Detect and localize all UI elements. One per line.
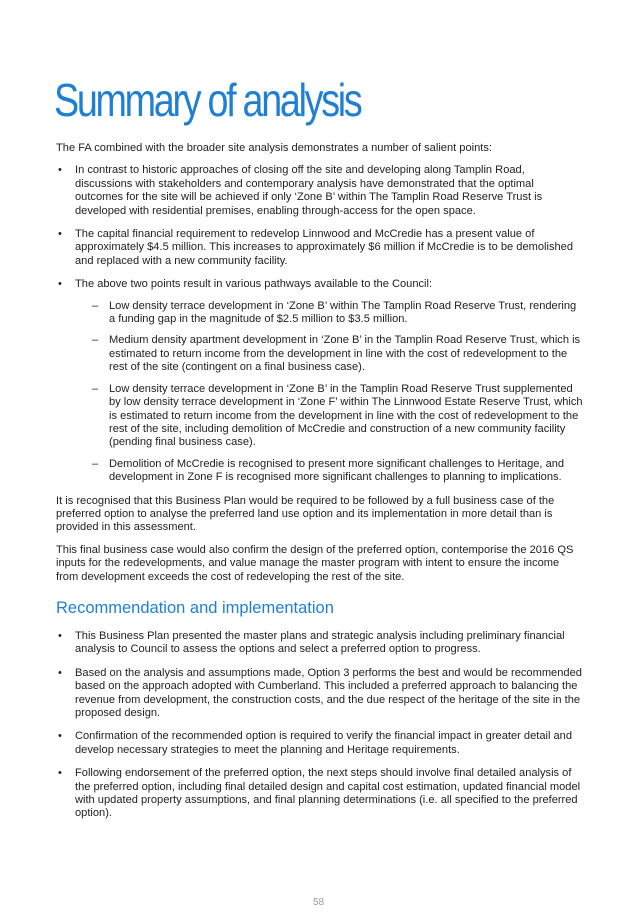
recommendation-list (56, 630, 584, 821)
list-item (56, 630, 584, 657)
list-item (56, 767, 584, 821)
bullet-icon: • (58, 767, 62, 780)
final-business-case-paragraph: This final business case would also confirm the design of the preferred option, contemporise the 2016 QS inputs for the redevelopments, and value manage the master program with intent to ensure the income from development exceeds the cost of redeveloping the rest of the site. (56, 543, 574, 583)
list-item-text: In contrast to historic approaches of closing off the site and developing along Tamplin Road, discussions with stakeholders and contemporary analysis have demonstrated that the optimal outcomes for the site will be achieved if only ‘Zone B’ within The Tamplin Road Reserve Trust is developed with residential premises, enabling through-access for the open space. (75, 164, 543, 217)
list-item (56, 730, 584, 757)
bullet-icon: • (58, 278, 62, 291)
list-item (56, 278, 584, 484)
sub-list-item (75, 383, 584, 450)
list-item (56, 667, 584, 721)
list-item (56, 228, 584, 268)
sub-list-item-text: Low density terrace development in ‘Zone B’ in the Tamplin Road Reserve Trust supplemented by low density terrace development in ‘Zone F’ within The Linnwood Estate Reserve Trust, which is estimated to return income from the development in line with the cost of redevelopment to the rest of the site, including demolition of McCredie and construction of a new community facility (pending final business case). (109, 382, 583, 449)
page-title: Summary of analysis (54, 74, 361, 126)
dash-icon: – (92, 457, 99, 470)
list-item-text: Confirmation of the recommended option is required to verify the financial impact in greater detail and develop necessary strategies to meet the planning and Heritage requirements. (75, 730, 573, 756)
sub-list-item-text: Medium density apartment development in ‘Zone B’ in the Tamplin Road Reserve Trust, which is estimated to return income from the development in line with the cost of redevelopment to the rest of the site (contingent on a final business case). (109, 334, 581, 374)
bullet-icon: • (58, 228, 62, 241)
sub-list-item (75, 458, 584, 485)
bullet-icon: • (58, 629, 62, 642)
list-item-text: Based on the analysis and assumptions made, Option 3 performs the best and would be recommended based on the approach adopted with Cumberland. This included a preferred approach to balancing the revenue from development, the construction costs, and the due respect of the heritage of the site in the proposed design. (75, 666, 582, 719)
dash-icon: – (92, 334, 99, 347)
sub-list-item-text: Demolition of McCredie is recognised to present more significant challenges to Heritage, and development in Zone F is recognised more significant challenges to planning to implications. (109, 457, 565, 484)
salient-points-list (56, 164, 584, 484)
bullet-icon: • (58, 730, 62, 743)
sub-list-item-text: Low density terrace development in ‘Zone B’ within The Tamplin Road Reserve Trust, rendering a funding gap in the magnitude of $2.5 million to $3.5 million. (109, 299, 577, 326)
dash-icon: – (92, 299, 99, 312)
business-case-paragraph: It is recognised that this Business Plan would be required to be followed by a full business case of the preferred option to analyse the preferred land use option and its implementation in more detail than is provided in this assessment. (56, 494, 555, 534)
list-item-text: The capital financial requirement to redevelop Linnwood and McCredie has a present value of approximately $4.5 million. This increases to approximately $6 million if McCredie is to be demolished and replaced with a new community facility. (75, 228, 574, 267)
sub-list-item (75, 334, 584, 374)
list-item-text: Following endorsement of the preferred option, the next steps should involve final detailed analysis of the preferred option, including final detailed design and capital cost estimation, updated financial model with updated property assumptions, and final planning determinations (i.e. all specified to the preferred option). (75, 767, 581, 820)
sub-list-item (75, 300, 584, 327)
list-item-text: This Business Plan presented the master plans and strategic analysis including preliminary financial analysis to Council to assess the options and select a preferred option to progress. (75, 629, 565, 656)
section-heading: Recommendation and implementation (56, 598, 334, 617)
list-item (56, 164, 584, 218)
bullet-icon: • (58, 164, 62, 177)
dash-icon: – (92, 382, 99, 395)
intro-paragraph: The FA combined with the broader site analysis demonstrates a number of salient points: (56, 142, 492, 154)
page-number: 58 (312, 897, 325, 908)
main-content (56, 142, 584, 831)
list-item-text: The above two points result in various pathways available to the Council: (75, 278, 433, 291)
pathways-list (75, 300, 584, 485)
bullet-icon: • (58, 666, 62, 679)
